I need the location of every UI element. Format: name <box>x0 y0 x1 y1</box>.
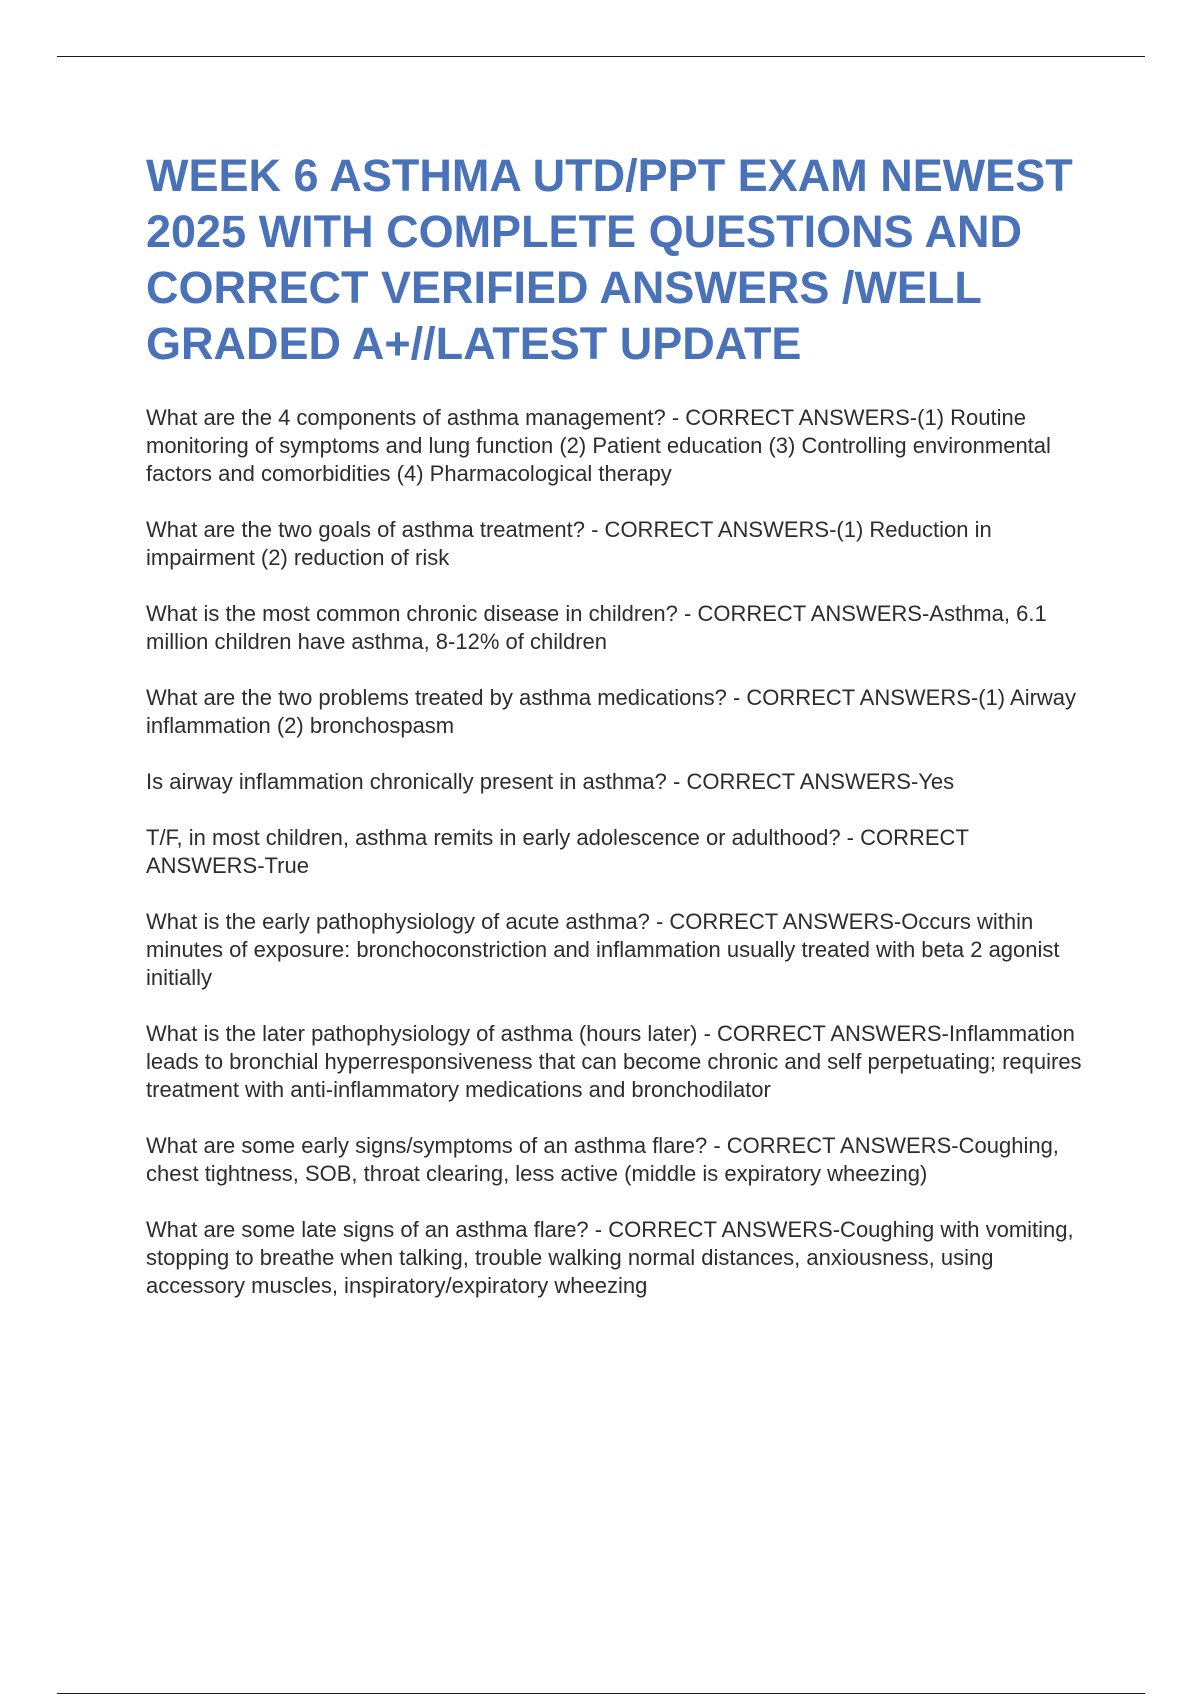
qa-item: What is the most common chronic disease in children? - CORRECT ANSWERS-Asthma, 6.1 million children have asthma, 8-12% of children <box>146 601 1047 654</box>
top-rule <box>57 56 1145 57</box>
document-body <box>146 148 1086 1328</box>
bottom-rule <box>57 1693 1145 1694</box>
document-title: WEEK 6 ASTHMA UTD/PPT EXAM NEWEST 2025 WITH COMPLETE QUESTIONS AND CORRECT VERIFIED ANSWERS /WELL GRADED A+//LATEST UPDATE <box>146 150 1073 369</box>
qa-item: What is the early pathophysiology of acute asthma? - CORRECT ANSWERS-Occurs within minutes of exposure: bronchoconstriction and inflammation usually treated with beta 2 agonist initially <box>146 909 1060 990</box>
qa-item: What are the 4 components of asthma management? - CORRECT ANSWERS-(1) Routine monitoring of symptoms and lung function (2) Patient education (3) Controlling environmental factors and comorbidities (4) Pharmacological therapy <box>146 405 1051 486</box>
qa-item: What are some early signs/symptoms of an asthma flare? - CORRECT ANSWERS-Coughing, chest tightness, SOB, throat clearing, less active (middle is expiratory wheezing) <box>146 1133 1059 1186</box>
qa-item: What are some late signs of an asthma flare? - CORRECT ANSWERS-Coughing with vomiting, stopping to breathe when talking, trouble walking normal distances, anxiousness, using accessory muscles, inspiratory/expiratory wheezing <box>146 1217 1074 1298</box>
qa-item: Is airway inflammation chronically present in asthma? - CORRECT ANSWERS-Yes <box>146 769 955 794</box>
qa-item: What are the two problems treated by asthma medications? - CORRECT ANSWERS-(1) Airway inflammation (2) bronchospasm <box>146 685 1077 738</box>
qa-item: What is the later pathophysiology of asthma (hours later) - CORRECT ANSWERS-Inflammation leads to bronchial hyperresponsiveness that can become chronic and self perpetuating; requires treatment with anti-inflammatory medications and bronchodilator <box>146 1021 1082 1102</box>
qa-list <box>146 404 1086 1300</box>
qa-item: T/F, in most children, asthma remits in early adolescence or adulthood? - CORRECT ANSWERS-True <box>146 825 969 878</box>
qa-item: What are the two goals of asthma treatment? - CORRECT ANSWERS-(1) Reduction in impairment (2) reduction of risk <box>146 517 992 570</box>
